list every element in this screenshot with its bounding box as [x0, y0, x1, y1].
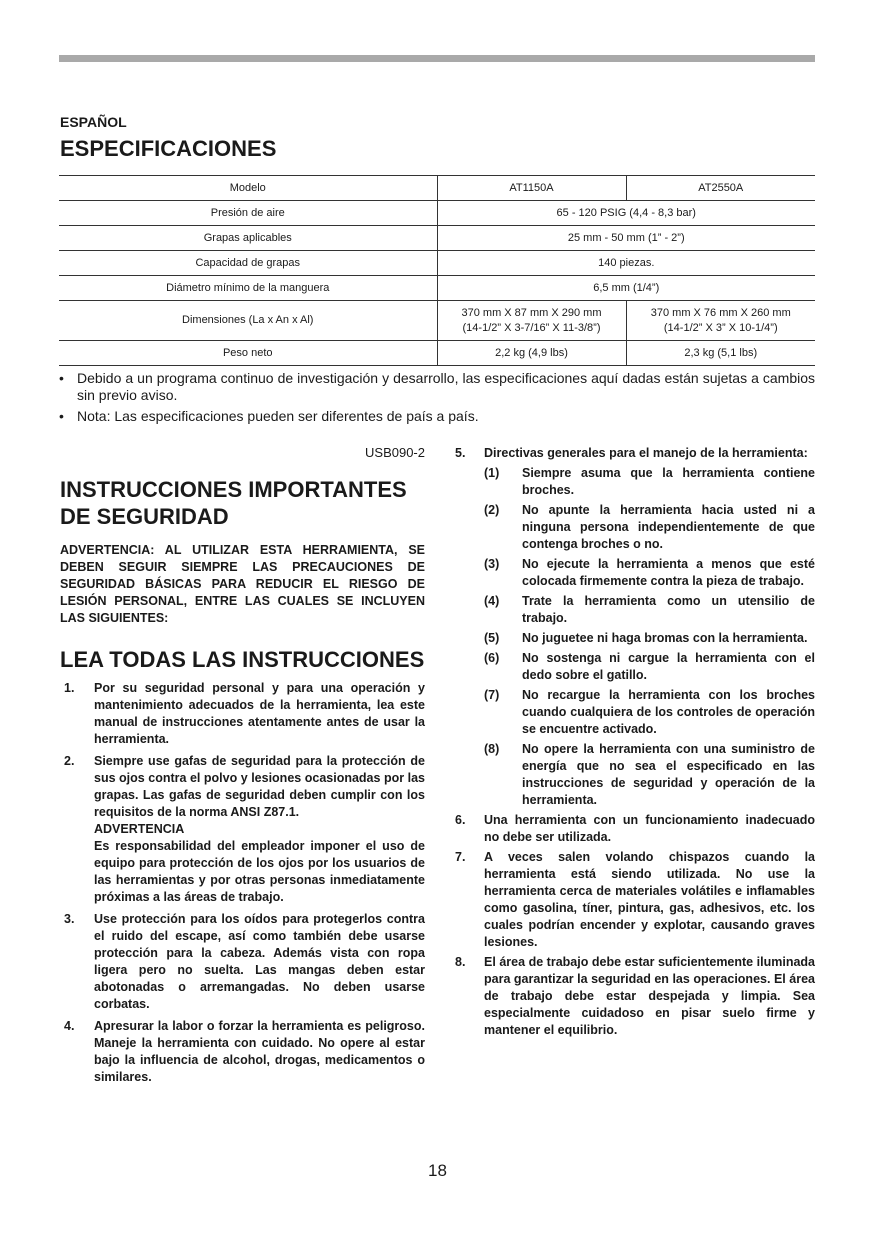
table-row: [59, 341, 815, 366]
spec-value: 2,3 kg (5,1 lbs): [626, 341, 815, 366]
list-item: [455, 954, 815, 1039]
bullet-icon: •: [59, 370, 64, 386]
item-text: El área de trabajo debe estar suficientemente iluminada para garantizar la seguridad en las operaciones. El área de trabajo debe estar despejada y limpia. Sea especialmente cuidadoso en pisar suelo firme y mantener el equilibrio.: [484, 955, 815, 1037]
language-label: ESPAÑOL: [60, 114, 127, 130]
spec-value: 25 mm - 50 mm (1” - 2”): [437, 226, 815, 251]
sub-item-number: (1): [484, 466, 500, 480]
sub-item-text: No juguetee ni haga bromas con la herramienta.: [522, 631, 808, 645]
item-text: Siempre use gafas de seguridad para la protección de sus ojos contra el polvo y lesiones ocasionadas por las grapas. Las gafas de seguridad deben cumplir con los requisitos de la norma ANSI Z87.1.: [94, 754, 425, 819]
item-number: 1.: [64, 681, 75, 695]
header-rule: [59, 55, 815, 62]
sub-item: [455, 556, 815, 590]
sub-item: [455, 630, 815, 647]
list-item: [60, 1018, 425, 1086]
document-code: USB090-2: [365, 445, 425, 460]
table-row: [59, 276, 815, 301]
warning-label: ADVERTENCIA: [94, 822, 185, 836]
list-item: [60, 911, 425, 1013]
specifications-table: [59, 175, 815, 366]
spec-value: 65 - 120 PSIG (4,4 - 8,3 bar): [437, 201, 815, 226]
spec-label: Grapas aplicables: [59, 226, 437, 251]
sub-item-number: (2): [484, 503, 500, 517]
list-item: [455, 812, 815, 846]
table-row: [59, 176, 815, 201]
spec-label: Dimensiones (La x An x Al): [59, 301, 437, 341]
warning-text: Es responsabilidad del empleador imponer el uso de equipo para protección de los ojos por los usuarios de las herramientas y por otras personas inmediatamente próximas a las áreas de trabajo.: [94, 839, 425, 904]
item-text: Apresurar la labor o forzar la herramienta es peligroso. Maneje la herramienta con cuidado. No opere al estar bajo la influencia de alcohol, drogas, medicamentos o similares.: [94, 1019, 425, 1084]
item-text: Use protección para los oídos para protegerlos contra el ruido del escape, así como también debe usarse protección para la cabeza. Además vista con ropa ligera pero no suelta. Las mangas deben estar abotonadas o arremangadas. No deben usarse corbatas.: [94, 912, 425, 1011]
sub-item: [455, 593, 815, 627]
dim-metric: 370 mm X 87 mm X 290 mm: [461, 306, 602, 319]
spec-value: 6,5 mm (1/4”): [437, 276, 815, 301]
list-item: [455, 445, 815, 462]
item-number: 7.: [455, 850, 466, 864]
item-number: 5.: [455, 446, 466, 460]
sub-item: [455, 741, 815, 809]
table-row: [59, 226, 815, 251]
sub-item-text: No ejecute la herramienta a menos que esté colocada firmemente contra la pieza de trabajo.: [522, 557, 815, 588]
dim-metric: 370 mm X 76 mm X 260 mm: [650, 306, 791, 319]
sub-item: [455, 650, 815, 684]
list-item: [60, 680, 425, 748]
item-text: Una herramienta con un funcionamiento inadecuado no debe ser utilizada.: [484, 813, 815, 844]
sub-item-number: (5): [484, 631, 500, 645]
sub-item-text: No recargue la herramienta con los broches cuando cualquiera de los controles de operación se encuentre activado.: [522, 688, 815, 736]
item-number: 6.: [455, 813, 466, 827]
sub-item-text: No sostenga ni cargue la herramienta con el dedo sobre el gatillo.: [522, 651, 815, 682]
safety-title: INSTRUCCIONES IMPORTANTES DE SEGURIDAD: [60, 477, 407, 529]
list-item: [455, 849, 815, 951]
spec-label: Presión de aire: [59, 201, 437, 226]
right-column: [455, 445, 815, 1042]
bullet-icon: •: [59, 408, 64, 424]
item-number: 3.: [64, 912, 75, 926]
note-text: Debido a un programa continuo de investigación y desarrollo, las especificaciones aquí dadas están sujetas a cambios sin previo aviso.: [77, 370, 815, 403]
item-number: 2.: [64, 754, 75, 768]
spec-label: Modelo: [59, 176, 437, 201]
dim-imperial: (14-1/2” X 3” X 10-1/4”): [663, 321, 778, 334]
spec-value: [437, 301, 626, 341]
specifications-title: ESPECIFICACIONES: [60, 136, 277, 161]
sub-item-number: (3): [484, 557, 500, 571]
sub-item: [455, 687, 815, 738]
page-number: 18: [428, 1161, 447, 1180]
table-row: [59, 301, 815, 341]
sub-item-number: (6): [484, 651, 500, 665]
sub-item-text: No opere la herramienta con una suministro de energía que no sea el especificado en las instrucciones de seguridad y operación de la herramienta.: [522, 742, 815, 807]
dim-imperial: (14-1/2” X 3-7/16” X 11-3/8”): [462, 321, 601, 334]
item-text: A veces salen volando chispazos cuando la herramienta está siendo utilizada. No use la herramienta cerca de materiales volátiles e inflamables como gasolina, tíner, pintura, gas, adhesivos, etc. los cuales podrían encender y explotar, causando graves lesiones.: [484, 850, 815, 949]
item-number: 4.: [64, 1019, 75, 1033]
note-text: Nota: Las especificaciones pueden ser diferentes de país a país.: [77, 408, 479, 424]
spec-notes: [59, 370, 815, 429]
item-number: 8.: [455, 955, 466, 969]
table-row: [59, 251, 815, 276]
spec-value: 2,2 kg (4,9 lbs): [437, 341, 626, 366]
sub-item-text: Trate la herramienta como un utensilio de trabajo.: [522, 594, 815, 625]
sub-item: [455, 465, 815, 499]
spec-value: [626, 301, 815, 341]
model-at2550a: AT2550A: [626, 176, 815, 201]
item-text: Por su seguridad personal y para una operación y mantenimiento adecuados de la herramienta, lea este manual de instrucciones atentamente antes de usar la herramienta.: [94, 681, 425, 746]
left-column: [60, 476, 425, 1091]
read-instructions-title: LEA TODAS LAS INSTRUCCIONES: [60, 647, 425, 672]
sub-item-number: (8): [484, 742, 500, 756]
note-item: [59, 408, 815, 425]
safety-warning: ADVERTENCIA: AL UTILIZAR ESTA HERRAMIENTA, SE DEBEN SEGUIR SIEMPRE LAS PRECAUCIONES DE SEGURIDAD BÁSICAS PARA REDUCIR EL RIESGO DE LESIÓN PERSONAL, ENTRE LAS CUALES SE INCLUYEN LAS SIGUIENTES:: [60, 543, 425, 625]
list-item: [60, 753, 425, 906]
note-item: [59, 370, 815, 404]
spec-value: 140 piezas.: [437, 251, 815, 276]
spec-label: Capacidad de grapas: [59, 251, 437, 276]
sub-item-number: (4): [484, 594, 500, 608]
table-row: [59, 201, 815, 226]
item-text: Directivas generales para el manejo de la herramienta:: [484, 446, 808, 460]
spec-label: Diámetro mínimo de la manguera: [59, 276, 437, 301]
spec-label: Peso neto: [59, 341, 437, 366]
sub-item-text: No apunte la herramienta hacia usted ni a ninguna persona independientemente de que contenga broches o no.: [522, 503, 815, 551]
model-at1150a: AT1150A: [437, 176, 626, 201]
sub-item: [455, 502, 815, 553]
sub-item-text: Siempre asuma que la herramienta contiene broches.: [522, 466, 815, 497]
sub-item-number: (7): [484, 688, 500, 702]
